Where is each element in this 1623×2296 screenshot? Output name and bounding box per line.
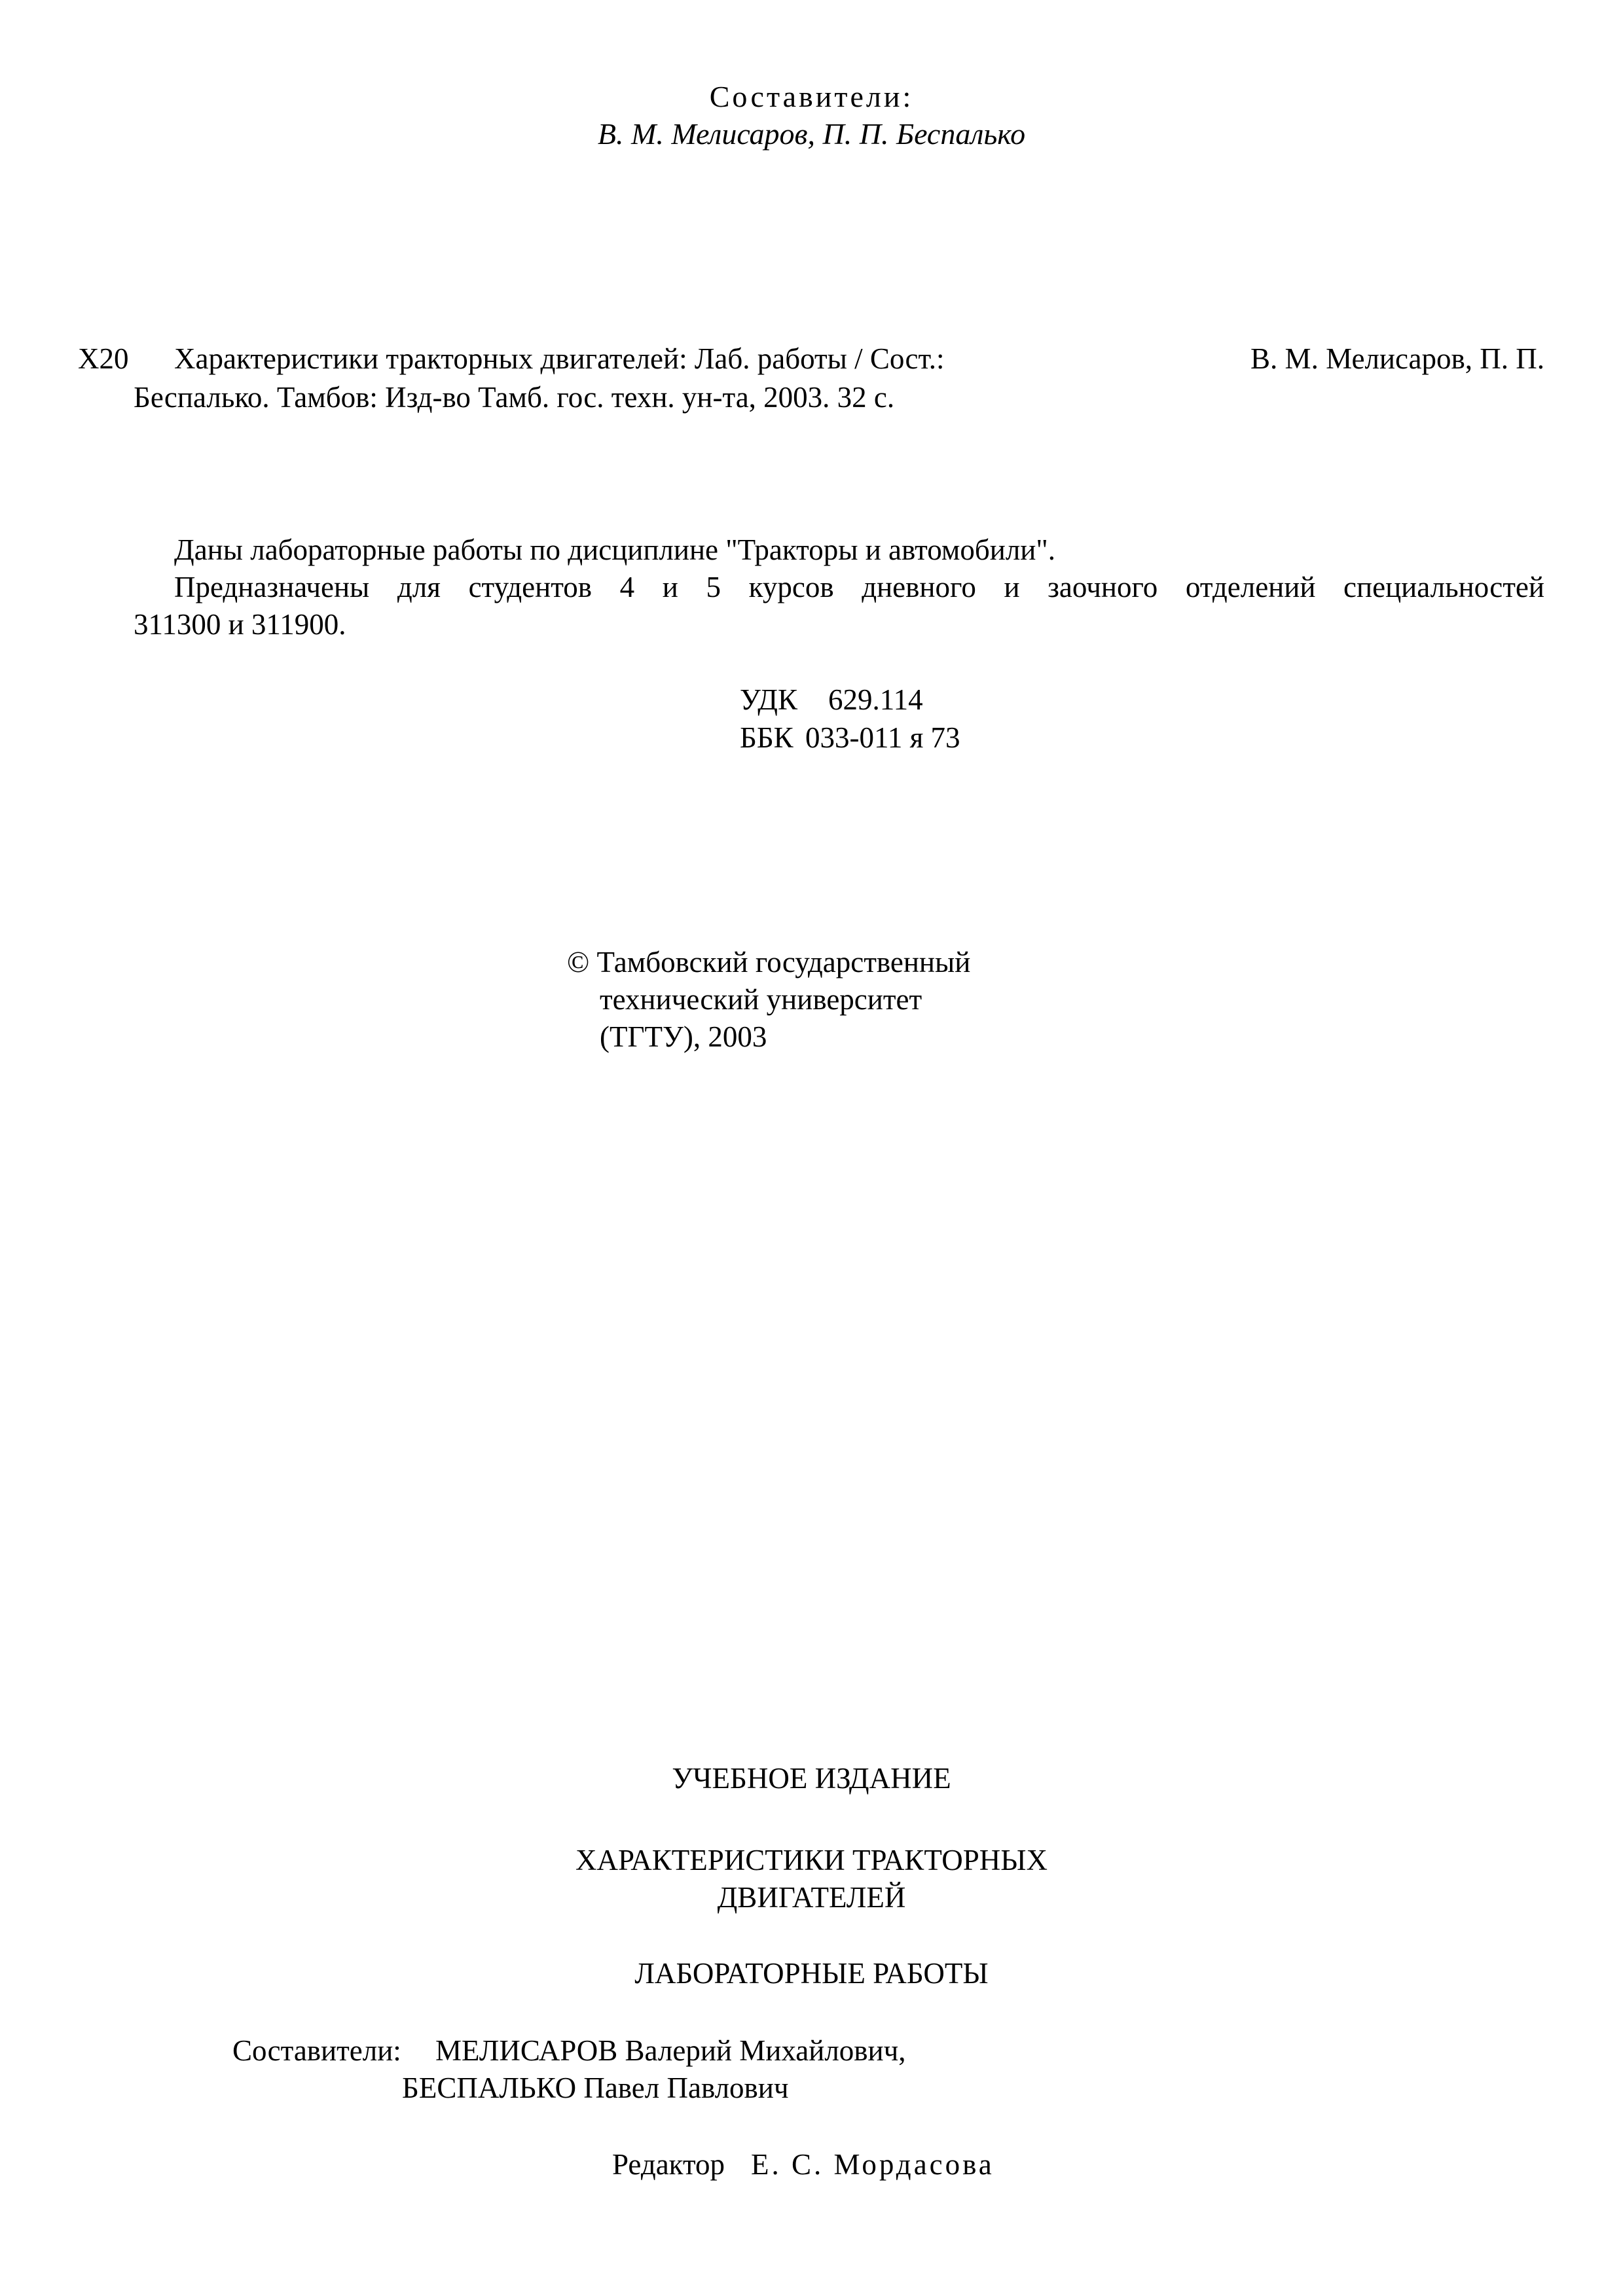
annotation-line3: 311300 и 311900. — [134, 608, 346, 641]
editor-label: Редактор — [612, 2148, 725, 2181]
copyright-line1: © Тамбовский государственный — [567, 946, 971, 978]
imprint-composer-2: БЕСПАЛЬКО Павел Павлович — [402, 2072, 789, 2104]
annotation-line1: Даны лабораторные работы по дисциплине "Тракторы и автомобили". — [174, 533, 1055, 566]
imprint-composer-1: МЕЛИСАРОВ Валерий Михайлович, — [435, 2034, 906, 2067]
catalog-code: Х20 — [78, 342, 129, 375]
imprint-composers-label: Составители: — [232, 2034, 401, 2067]
udk-value: 629.114 — [828, 683, 923, 716]
annotation-line2: Предназначены для студентов 4 и 5 курсов дневного и заочного отделений специальностей — [174, 571, 1544, 603]
subtitle: ЛАБОРАТОРНЫЕ РАБОТЫ — [634, 1957, 989, 1990]
composers-names: В. М. Мелисаров, П. П. Беспалько — [597, 117, 1026, 151]
bbk-label: ББК — [740, 721, 793, 754]
copyright-line2: технический университет — [600, 983, 922, 1016]
bbk-value: 033-011 я 73 — [805, 721, 960, 754]
title-line1: ХАРАКТЕРИСТИКИ ТРАКТОРНЫХ — [575, 1844, 1048, 1876]
udk-label: УДК — [740, 683, 798, 716]
composers-heading: Составители: — [709, 80, 914, 113]
editor-name: Е. С. Мордасова — [751, 2148, 994, 2181]
catalog-description-line2: Беспалько. Тамбов: Изд-во Тамб. гос. техн. ун-та, 2003. 32 с. — [134, 381, 895, 414]
catalog-authors-line1: В. М. Мелисаров, П. П. — [1250, 342, 1544, 375]
copyright-line3: (ТГТУ), 2003 — [600, 1020, 767, 1053]
title-line2: ДВИГАТЕЛЕЙ — [717, 1881, 906, 1914]
edition-type: УЧЕБНОЕ ИЗДАНИЕ — [672, 1762, 951, 1795]
catalog-description-line1: Характеристики тракторных двигателей: Лаб. работы / Сост.: — [174, 342, 945, 375]
